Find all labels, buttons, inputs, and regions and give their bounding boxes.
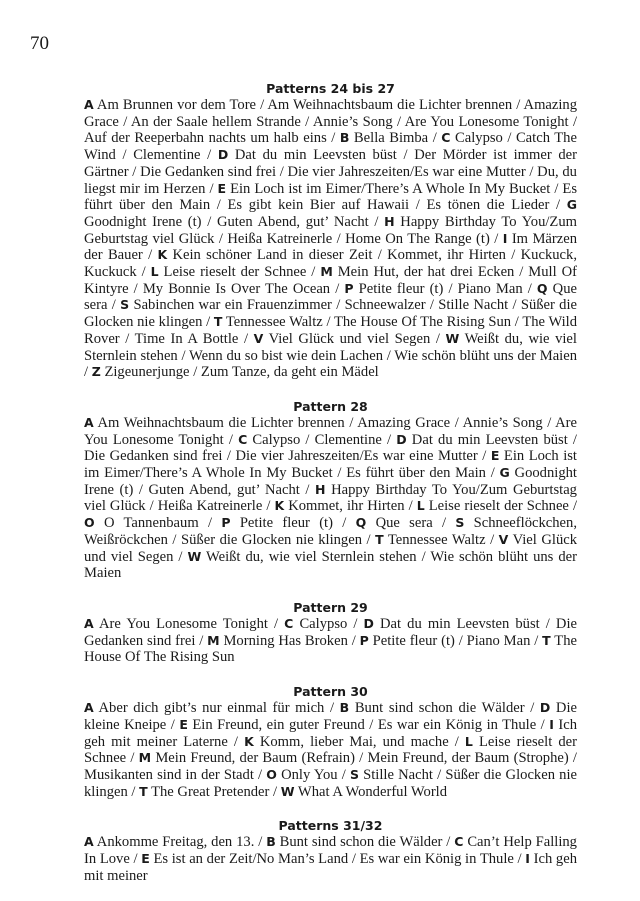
song-title: Ich geh mit meiner: [84, 851, 578, 884]
song-title: Dat du min Leevsten büst: [380, 615, 540, 632]
pattern-section: [84, 817, 577, 884]
song-index: [84, 80, 577, 901]
song-title: Süßer die Glocken nie klingen: [181, 531, 362, 548]
index-letter: A: [84, 414, 94, 430]
index-letter: A: [84, 97, 94, 112]
page-number: 70: [30, 33, 49, 54]
index-letter: B: [339, 130, 350, 146]
song-title: Aber dich gibt’s nur einmal für mich: [98, 700, 325, 717]
song-title: Es führt über den Main: [346, 465, 486, 482]
song-list: A Am Brunnen vor dem Tore / Am Weihnachtsbaum die Lichter brennen / Amazing Grace / An der Saale hellem Strande / Annie’s Song / Are You Lonesome Tonight / Auf der Reeperbahn nachts um halb eins / B Bella Bimba / C Calypso / Catch The Wind / Clementine / D Dat du min Leevsten büst / Der Mörder ist immer der Gärtner / Die Gedanken sind frei / Die vier Jahreszeiten/Es war eine Mutter / Du, du liegst mir im Herzen / E Ein Loch ist im Eimer/There’s A Whole In My Bucket / Es führt über den Main / Es gibt kein Bier auf Hawaii / Es tönen die Lieder / G Goodnight Irene (t) / Guten Abend, gut’ Nacht / H Happy Birthday To You/Zum Geburtstag viel Glück / Heißa Katreinerle / Home On The Range (t) / I Im Märzen der Bauer / K Kein schöner Land in dieser Zeit / Kommet, ihr Hirten / Kuckuck, Kuckuck / L Leise rieselt der Schnee / M Mein Hut, der hat drei Ecken / Mull Of Kintyre / My Bonnie Is Over The Ocean / P Petite fleur (t) / Piano Man / Q Que sera / S Sabinchen war ein Frauenzimmer / Schneewalzer / Stille Nacht / Süßer die Glocken nie klingen / T Tennessee Waltz / The House Of The Rising Sun / The Wild Rover / Time In A Bottle / V Viel Glück und viel Segen / W Weißt du, wie viel Sternlein stehen / Wenn du so bist wie dein Lachen / Wie schön blüht uns der Maien / Z Zigeunerjunge / Zum Tanze, da geht ein Mädel: [84, 97, 578, 381]
index-letter: E: [179, 716, 188, 732]
song-title: Are You Lonesome Tonight: [98, 615, 268, 632]
song-title: Kein schöner Land in dieser Zeit: [172, 247, 373, 264]
index-letter: K: [157, 247, 168, 263]
index-letter: L: [150, 264, 159, 280]
song-title: Bella Bimba: [353, 130, 429, 147]
song-title: Petite fleur (t): [239, 515, 333, 532]
song-title: Ein Freund, ein guter Freund: [192, 716, 365, 733]
song-title: Viel Glück und viel Segen: [84, 531, 578, 565]
section-heading: Pattern 29: [293, 599, 368, 615]
song-title: Musikanten sind in der Stadt: [84, 766, 254, 783]
song-title: Clementine: [133, 147, 201, 164]
song-title: Ankomme Freitag, den 13.: [96, 834, 255, 851]
song-title: Annie’s Song: [462, 414, 543, 431]
song-title: Petite fleur (t): [372, 632, 455, 649]
index-letter: L: [464, 733, 473, 749]
pattern-section: [84, 398, 577, 582]
song-title: Amazing Grace: [357, 414, 451, 431]
song-title: Kuckuck, Kuckuck: [84, 247, 577, 281]
index-letter: E: [490, 448, 500, 464]
song-title: Guten Abend, gut’ Nacht: [216, 213, 369, 230]
song-title: Leise rieselt der Schnee: [84, 733, 577, 767]
index-letter: S: [349, 766, 359, 782]
index-letter: P: [221, 515, 231, 531]
song-title: Ein Loch ist im Eimer/There’s A Whole In My Bucket: [84, 448, 577, 482]
song-title: Heißa Katreinerle: [227, 230, 333, 247]
index-letter: I: [549, 716, 554, 732]
song-title: Dat du min Leevsten büst: [234, 147, 397, 164]
song-title: Es gibt kein Bier auf Hawaii: [227, 197, 410, 214]
song-title: Leise rieselt der Schnee: [163, 264, 307, 281]
index-letter: D: [396, 431, 407, 447]
song-title: Viel Glück und viel Segen: [268, 330, 431, 347]
index-letter: M: [320, 264, 333, 280]
song-title: Happy Birthday To You/Zum Geburtstag viel Glück: [84, 213, 577, 247]
song-title: Annie’s Song: [312, 113, 393, 130]
song-title: Leise rieselt der Schnee: [428, 498, 569, 515]
song-title: Guten Abend, gut’ Nacht: [148, 481, 300, 498]
index-letter: T: [213, 314, 223, 330]
index-letter: D: [217, 147, 229, 163]
song-title: Es war ein König in Thule: [377, 716, 537, 733]
song-title: Zum Tanze, da geht ein Mädel: [200, 364, 379, 381]
song-title: Petite fleur (t): [358, 280, 444, 297]
song-title: Mull Of Kintyre: [84, 264, 577, 297]
song-title: Calypso: [455, 130, 503, 147]
index-letter: O: [84, 515, 95, 531]
index-letter: C: [441, 130, 451, 146]
song-title: Dat du min Leevsten büst: [411, 431, 568, 448]
song-title: Es tönen die Lieder: [426, 197, 550, 214]
song-title: Goodnight Irene (t): [84, 213, 202, 230]
song-title: The House Of The Rising Sun: [84, 632, 577, 666]
pattern-section: [84, 599, 577, 666]
index-letter: G: [566, 197, 578, 213]
index-letter: P: [359, 632, 369, 648]
song-title: Tennessee Waltz: [225, 314, 323, 331]
song-title: Die Gedanken sind frei: [140, 163, 277, 180]
song-title: An der Saale hellem Strande: [130, 113, 301, 130]
song-list: A Ankomme Freitag, den 13. / B Bunt sind schon die Wälder / C Can’t Help Falling In Love / E Es ist an der Zeit/No Man’s Land / Es war ein König in Thule / I Ich geh mit meiner: [84, 834, 578, 884]
song-list: A Am Weihnachtsbaum die Lichter brennen / Amazing Grace / Annie’s Song / Are You Lonesome Tonight / C Calypso / Clementine / D Dat du min Leevsten büst / Die Gedanken sind frei / Die vier Jahreszeiten/Es war eine Mutter / E Ein Loch ist im Eimer/There’s A Whole In My Bucket / Es führt über den Main / G Goodnight Irene (t) / Guten Abend, gut’ Nacht / H Happy Birthday To You/Zum Geburtstag viel Glück / Heißa Katreinerle / K Kommet, ihr Hirten / L Leise rieselt der Schnee / O O Tannenbaum / P Petite fleur (t) / Q Que sera / S Schneeflöckchen, Weißröckchen / Süßer die Glocken nie klingen / T Tennessee Waltz / V Viel Glück und viel Segen / W Weißt du, wie viel Sternlein stehen / Wie schön blüht uns der Maien: [84, 414, 578, 582]
song-title: Komm, lieber Mai, und mache: [259, 733, 449, 750]
song-title: Stille Nacht: [363, 766, 433, 783]
index-letter: B: [339, 700, 350, 716]
index-letter: S: [120, 297, 130, 313]
song-title: Wie schön blüht uns der Maien: [84, 548, 577, 582]
index-letter: V: [498, 531, 509, 547]
index-letter: S: [455, 515, 465, 531]
index-letter: I: [502, 230, 508, 246]
index-letter: P: [344, 280, 354, 296]
song-title: Auf der Reeperbahn nachts um halb eins: [84, 130, 327, 147]
index-letter: C: [284, 615, 294, 631]
song-title: Wie schön blüht uns der Maien: [394, 347, 578, 364]
song-title: Calypso: [299, 615, 348, 632]
section-heading: Patterns 31/32: [278, 818, 383, 834]
song-title: O Tannenbaum: [103, 515, 199, 532]
index-letter: Q: [355, 515, 367, 531]
song-title: Schneewalzer: [344, 297, 426, 314]
song-title: Ein Loch ist im Eimer/There’s A Whole In My Bucket: [230, 180, 551, 197]
index-letter: A: [84, 615, 94, 631]
song-title: Weißt du, wie viel Sternlein stehen: [84, 330, 577, 364]
song-title: Only You: [281, 766, 338, 783]
song-title: Schneeflöckchen, Weißröckchen: [84, 515, 577, 548]
index-letter: G: [499, 465, 510, 481]
song-title: The House Of The Rising Sun: [333, 314, 512, 331]
song-title: Im Märzen der Bauer: [84, 230, 578, 264]
index-letter: M: [207, 632, 220, 648]
index-letter: C: [238, 431, 248, 447]
index-letter: L: [416, 498, 425, 514]
song-title: Piano Man: [457, 280, 523, 297]
song-title: Catch The Wind: [84, 130, 577, 164]
index-letter: C: [454, 834, 464, 850]
index-letter: W: [280, 783, 295, 799]
index-letter: V: [253, 330, 264, 346]
song-title: Clementine: [314, 431, 382, 448]
song-title: Mein Freund, der Baum (Strophe): [367, 750, 569, 767]
song-title: Der Mörder ist immer der Gärtner: [84, 147, 577, 180]
song-list: A Are You Lonesome Tonight / C Calypso / D Dat du min Leevsten büst / Die Gedanken sind frei / M Morning Has Broken / P Petite fleur (t) / Piano Man / T The House Of The Rising Sun: [84, 615, 577, 666]
song-title: Ich geh mit meiner Laterne: [84, 716, 578, 750]
section-heading: Pattern 30: [293, 684, 368, 700]
song-title: Es ist an der Zeit/No Man’s Land: [153, 851, 349, 868]
song-title: Die Gedanken sind frei: [84, 448, 223, 465]
song-list: A Aber dich gibt’s nur einmal für mich / B Bunt sind schon die Wälder / D Die kleine Kneipe / E Ein Freund, ein guter Freund / Es war ein König in Thule / I Ich geh mit meiner Laterne / K Komm, lieber Mai, und mache / L Leise rieselt der Schnee / M Mein Freund, der Baum (Refrain) / Mein Freund, der Baum (Strophe) / Musikanten sind in der Stadt / O Only You / S Stille Nacht / Süßer die Glocken nie klingen / T The Great Pretender / W What A Wonderful World: [84, 700, 578, 800]
index-letter: D: [539, 700, 551, 716]
song-title: Die Gedanken sind frei: [84, 615, 577, 649]
song-title: Stille Nacht: [438, 297, 509, 314]
song-title: The Great Pretender: [151, 783, 270, 800]
song-title: Amazing Grace: [84, 97, 578, 130]
song-title: Are You Lonesome Tonight: [404, 113, 569, 130]
index-letter: W: [445, 330, 460, 346]
index-letter: A: [84, 700, 94, 716]
index-letter: Q: [536, 280, 548, 296]
song-title: Du, du liegst mir im Herzen: [84, 163, 577, 197]
song-title: Am Brunnen vor dem Tore: [96, 97, 257, 113]
section-heading: Patterns 24 bis 27: [266, 81, 395, 96]
song-title: Bunt sind schon die Wälder: [279, 834, 443, 851]
pattern-section: [84, 80, 577, 381]
index-letter: B: [266, 834, 276, 850]
song-title: Es war ein König in Thule: [359, 851, 514, 868]
song-title: Am Weihnachtsbaum die Lichter brennen: [267, 97, 513, 113]
song-title: Wenn du so bist wie dein Lachen: [189, 347, 383, 364]
song-title: Sabinchen war ein Frauenzimmer: [133, 297, 332, 314]
index-letter: T: [542, 632, 551, 648]
index-letter: T: [375, 531, 384, 547]
index-letter: O: [266, 766, 277, 782]
song-title: Happy Birthday To You/Zum Geburtstag viel Glück: [84, 481, 577, 515]
song-title: Mein Freund, der Baum (Refrain): [155, 750, 355, 767]
pattern-section: [84, 683, 577, 800]
section-heading: Pattern 28: [293, 398, 368, 414]
index-letter: T: [139, 783, 148, 799]
song-title: What A Wonderful World: [297, 783, 448, 800]
song-title: Die vier Jahreszeiten/Es war eine Mutter: [287, 163, 526, 180]
song-title: Die kleine Kneipe: [84, 700, 577, 733]
song-title: Que sera: [375, 515, 433, 532]
index-letter: I: [525, 851, 530, 867]
song-title: Süßer die Glocken nie klingen: [84, 297, 577, 331]
song-title: Süßer die Glocken nie klingen: [84, 766, 577, 800]
index-letter: W: [187, 548, 202, 564]
song-title: Morning Has Broken: [223, 632, 348, 649]
index-letter: K: [274, 498, 285, 514]
song-title: Zigeunerjunge: [104, 364, 190, 381]
song-title: Home On The Range (t): [345, 230, 490, 247]
index-letter: D: [363, 615, 374, 631]
song-title: Am Weihnachtsbaum die Lichter brennen: [97, 414, 345, 431]
song-title: Bunt sind schon die Wälder: [354, 700, 525, 717]
song-title: Kommet, ihr Hirten: [288, 498, 405, 515]
song-title: My Bonnie Is Over The Ocean: [142, 280, 331, 297]
index-letter: K: [244, 733, 254, 749]
index-letter: E: [141, 851, 150, 867]
song-title: Piano Man: [466, 632, 531, 649]
song-title: Weißt du, wie viel Sternlein stehen: [205, 548, 417, 565]
index-letter: H: [315, 481, 326, 497]
song-title: Can’t Help Falling In Love: [84, 834, 577, 868]
song-title: The Wild Rover: [84, 314, 578, 347]
song-title: Die vier Jahreszeiten/Es war eine Mutter: [235, 448, 478, 465]
index-letter: M: [138, 750, 152, 766]
index-letter: E: [217, 180, 227, 196]
song-title: Goodnight Irene (t): [84, 465, 577, 498]
index-letter: Z: [91, 364, 101, 380]
song-title: Time In A Bottle: [134, 330, 239, 347]
song-title: Que sera: [84, 280, 577, 314]
song-title: Heißa Katreinerle: [157, 498, 263, 515]
index-letter: H: [384, 213, 395, 229]
song-title: Tennessee Waltz: [387, 531, 486, 548]
song-title: Kommet, ihr Hirten: [387, 247, 506, 264]
song-title: Es führt über den Main: [84, 180, 577, 214]
song-title: Are You Lonesome Tonight: [84, 414, 578, 448]
song-title: Calypso: [252, 431, 301, 448]
song-title: Mein Hut, der hat drei Ecken: [337, 264, 515, 281]
index-letter: A: [84, 834, 94, 850]
